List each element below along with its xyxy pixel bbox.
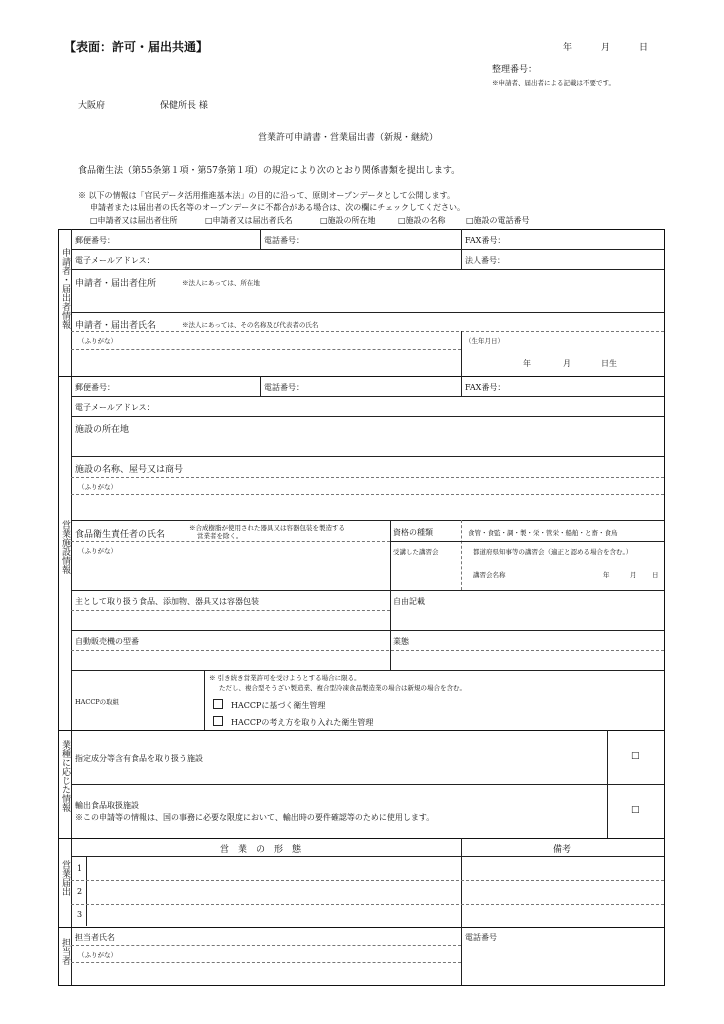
haccp-concept-checkbox[interactable] — [213, 716, 223, 726]
haccp-based-label: HACCPに基づく衛生管理 — [231, 701, 326, 710]
contact-name-field[interactable]: 担当者氏名 — [75, 933, 115, 942]
food-hygiene-manager-field[interactable]: 食品衛生責任者の氏名 — [75, 530, 166, 540]
qualification-type-options[interactable]: 食管・食監・調・製・栄・管栄・船舶・と畜・食鳥 — [468, 529, 618, 537]
opendata-check-address[interactable]: □申請者又は届出者住所 — [90, 216, 178, 225]
remarks-header: 備考 — [553, 845, 572, 855]
prefecture: 大阪府 — [78, 101, 106, 111]
contact-phone-field[interactable]: 電話番号 — [465, 933, 497, 942]
business-form-header: 営 業 の 形 態 — [220, 845, 302, 855]
facility-fax-field[interactable]: FAX番号： — [465, 383, 506, 392]
applicant-birth-year[interactable]: 年 — [523, 359, 531, 368]
applicant-fax-field[interactable]: FAX番号： — [465, 236, 506, 245]
form-badge: 【表面：許可・届出共通】 — [64, 40, 209, 54]
export-facility-checkbox[interactable]: □ — [631, 805, 640, 815]
course-name-field[interactable]: 講習会名称 — [473, 571, 506, 579]
business-type-field[interactable]: 業態 — [393, 637, 409, 646]
opendata-note-2: 申請者または届出者の氏名等のオープンデータに不都合がある場合は、次の欄にチェックしてください。 — [90, 203, 466, 212]
applicant-name-field[interactable]: 申請者・届出者氏名 — [75, 321, 157, 331]
addressee: 保健所長 様 — [160, 101, 208, 111]
export-facility-label: 輸出食品取扱施設 — [75, 801, 139, 810]
legal-statement: 食品衛生法（第55条第１項・第57条第１項）の規定により次のとおり関係書類を提出します。 — [78, 166, 461, 176]
haccp-option-concept[interactable] — [213, 716, 373, 728]
free-entry-field[interactable]: 自由記載 — [393, 597, 425, 606]
designated-ingredients-checkbox[interactable]: □ — [631, 751, 640, 761]
reference-number-note: ※申請者、届出者による記載は不要です。 — [492, 79, 615, 87]
applicant-address-note: ※法人にあっては、所在地 — [182, 279, 260, 287]
page-title: 営業許可申請書・営業届出書（新規・継続） — [258, 133, 439, 143]
haccp-label: HACCPの取組 — [75, 698, 120, 706]
business-row-1[interactable]: 1 — [77, 864, 83, 873]
applicant-section-label: 申請者・届出者情報 — [60, 248, 70, 329]
applicant-birth-day[interactable]: 日生 — [601, 359, 617, 368]
contact-section-label: 担当者 — [60, 938, 70, 965]
opendata-note-1: ※ 以下の情報は「官民データ活用推進基本法」の目的に沿って、原則オープンデータとして公開します。 — [78, 191, 456, 200]
course-year[interactable]: 年 — [603, 571, 610, 579]
opendata-check-name[interactable]: □申請者又は届出者氏名 — [205, 216, 293, 225]
facility-name-field[interactable]: 施設の名称、屋号又は商号 — [75, 465, 184, 475]
course-month[interactable]: 月 — [630, 571, 637, 579]
applicant-furigana-field[interactable]: （ふりがな） — [78, 337, 117, 345]
haccp-concept-label: HACCPの考え方を取り入れた衛生管理 — [231, 718, 374, 727]
contact-furigana-field[interactable]: （ふりがな） — [78, 951, 117, 959]
vending-machine-model-field[interactable]: 自動販売機の型番 — [75, 637, 139, 646]
manager-note-line1: ※合成樹脂が使用された器具又は容器包装を製造する — [189, 524, 345, 532]
haccp-based-checkbox[interactable] — [213, 699, 223, 709]
applicant-birth-label: （生年月日） — [465, 337, 504, 345]
date-year-label: 年 — [563, 43, 573, 53]
date-day-label: 日 — [639, 43, 649, 53]
business-row-3[interactable]: 3 — [77, 910, 83, 919]
industry-section-label: 業種に応じた情報 — [60, 740, 70, 812]
course-note: 都道府県知事等の講習会（適正と認める場合を含む。） — [473, 548, 633, 556]
haccp-option-based[interactable] — [213, 699, 325, 711]
applicant-email-field[interactable]: 電子メールアドレス： — [75, 256, 155, 265]
export-facility-note: ※この申請等の情報は、国の事務に必要な限度において、輸出時の要件確認等のために使用します。 — [75, 813, 435, 822]
date-month-label: 月 — [601, 43, 611, 53]
opendata-check-phone[interactable]: □施設の電話番号 — [466, 216, 530, 225]
manager-furigana-field[interactable]: （ふりがな） — [78, 547, 117, 555]
business-section-label: 営業届出 — [60, 860, 70, 896]
facility-email-field[interactable]: 電子メールアドレス： — [75, 403, 155, 412]
handled-products-field[interactable]: 主として取り扱う食品、添加物、器具又は容器包装 — [75, 597, 259, 606]
opendata-check-location[interactable]: □施設の所在地 — [320, 216, 376, 225]
course-day[interactable]: 日 — [652, 571, 659, 579]
applicant-name-note: ※法人にあっては、その名称及び代表者の氏名 — [182, 321, 319, 329]
opendata-check-facility-name[interactable]: □施設の名称 — [398, 216, 446, 225]
facility-postal-field[interactable]: 郵便番号： — [75, 383, 115, 392]
haccp-note-1: ※ 引き続き営業許可を受けようとする場合に限る。 — [209, 674, 361, 682]
facility-location-field[interactable]: 施設の所在地 — [75, 425, 130, 435]
applicant-birth-month[interactable]: 月 — [563, 359, 571, 368]
manager-note-line2: 営業者を除く。 — [197, 532, 243, 540]
facility-section-label: 営業施設情報 — [60, 520, 70, 574]
business-row-2[interactable]: 2 — [77, 887, 83, 896]
course-label: 受講した講習会 — [393, 548, 439, 556]
qualification-type-label: 資格の種類 — [393, 528, 433, 537]
reference-number-label: 整理番号： — [492, 65, 538, 75]
facility-phone-field[interactable]: 電話番号： — [264, 383, 304, 392]
haccp-note-2: ただし、複合型そうざい製造業、複合型冷凍食品製造業の場合は新規の場合を含む。 — [219, 684, 466, 692]
applicant-phone-field[interactable]: 電話番号： — [264, 236, 304, 245]
applicant-corporate-number-field[interactable]: 法人番号： — [465, 256, 505, 265]
facility-furigana-field[interactable]: （ふりがな） — [78, 483, 117, 491]
applicant-postal-field[interactable]: 郵便番号： — [75, 236, 115, 245]
designated-ingredients-label: 指定成分等含有食品を取り扱う施設 — [75, 754, 203, 763]
applicant-address-field[interactable]: 申請者・届出者住所 — [75, 279, 157, 289]
